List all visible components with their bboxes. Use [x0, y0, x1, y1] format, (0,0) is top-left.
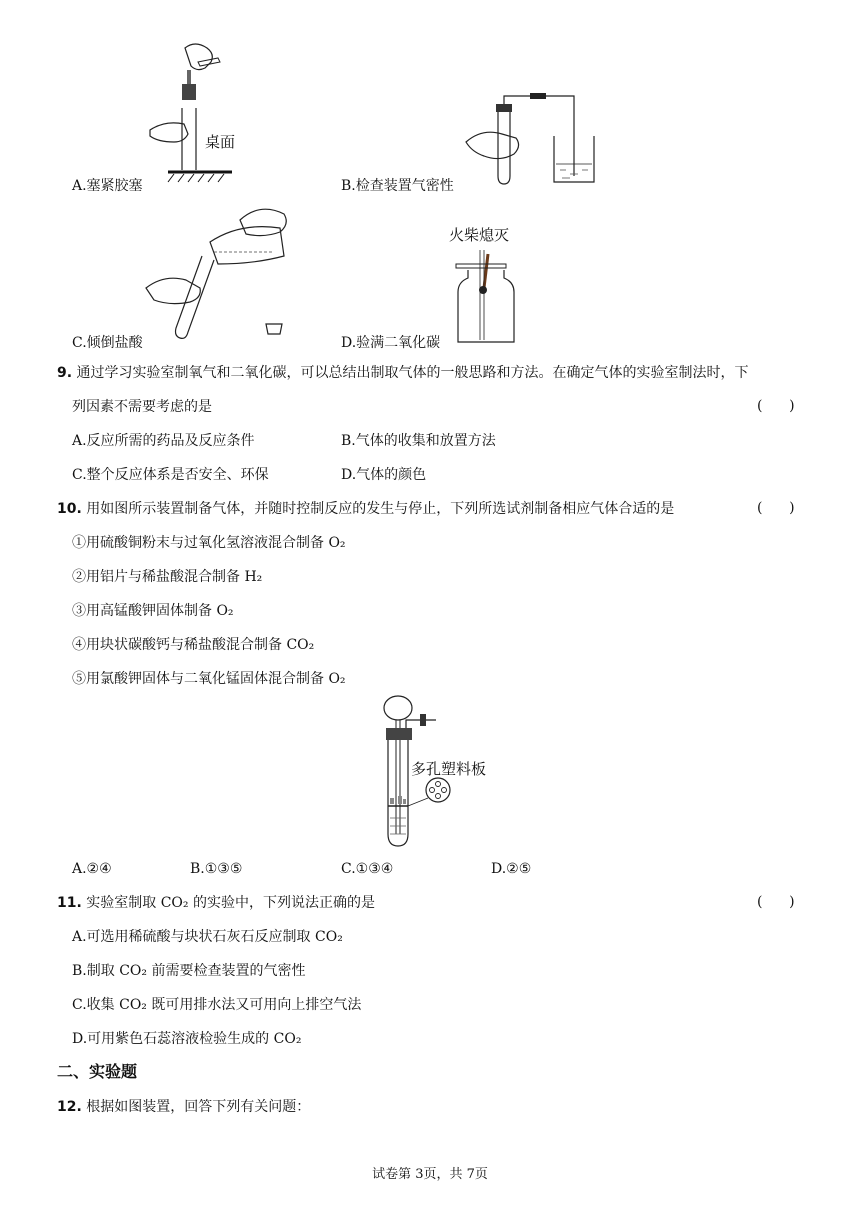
q10-answer-paren[interactable]: ( ): [757, 500, 795, 516]
q9-stem-line1: [57, 364, 749, 382]
q10-item-2: ②用铝片与稀盐酸混合制备 H₂: [72, 569, 263, 585]
q11-answer-paren[interactable]: ( ): [757, 894, 795, 910]
section-heading-experiment: 二、实验题: [57, 1062, 138, 1081]
q10-item-3: ③用高锰酸钾固体制备 O₂: [72, 603, 234, 619]
q10-option-c: C.①③④: [341, 861, 394, 877]
q9-stem-text: 通过学习实验室制氧气和二氧化碳，可以总结出制取气体的一般思路和方法。在确定气体的实验室制法时，下: [76, 365, 749, 381]
q10-option-b: B.①③⑤: [190, 861, 243, 877]
q8-option-b: B.检查装置气密性: [341, 178, 454, 194]
q12-number: 12.: [57, 1099, 82, 1115]
q8-option-c: C.倾倒盐酸: [72, 335, 143, 351]
q10-stem-text: 用如图所示装置制备气体，并随时控制反应的发生与停止，下列所选试剂制备相应气体合适的是: [86, 501, 675, 517]
q10-number: 10.: [57, 501, 82, 517]
figure-airtightness-check: [460, 88, 610, 188]
q10-item-4: ④用块状碳酸钙与稀盐酸混合制备 CO₂: [72, 637, 315, 653]
q11-stem-text: 实验室制取 CO₂ 的实验中，下列说法正确的是: [86, 895, 375, 911]
match-out-label: 火柴熄灭: [449, 226, 510, 244]
q8-option-a: A.塞紧胶塞: [72, 178, 143, 194]
q12-stem-text: 根据如图装置，回答下列有关问题：: [86, 1099, 311, 1115]
q11-number: 11.: [57, 895, 82, 911]
q11-stem: [57, 894, 375, 912]
q9-answer-paren[interactable]: ( ): [757, 398, 795, 414]
q10-option-d: D.②⑤: [491, 861, 532, 877]
q10-item-1: ①用硫酸铜粉末与过氧化氢溶液混合制备 O₂: [72, 535, 346, 551]
porous-plate-label: 多孔塑料板: [411, 760, 487, 778]
q11-option-a: A.可选用稀硫酸与块状石灰石反应制取 CO₂: [72, 929, 343, 945]
page-footer: 试卷第 3页，共 7页: [372, 1167, 488, 1182]
figure-pour-acid: [140, 206, 300, 344]
q9-option-c: C.整个反应体系是否安全、环保: [72, 467, 269, 483]
q10-option-a: A.②④: [72, 861, 112, 877]
q10-stem: [57, 500, 674, 518]
q11-option-c: C.收集 CO₂ 既可用排水法又可用向上排空气法: [72, 997, 362, 1013]
q9-option-a: A.反应所需的药品及反应条件: [72, 433, 255, 449]
q12-stem: [57, 1098, 310, 1116]
figure-co2-full-test: [450, 248, 530, 348]
q9-stem-line2: 列因素不需要考虑的是: [72, 399, 212, 415]
q10-item-5: ⑤用氯酸钾固体与二氧化锰固体混合制备 O₂: [72, 671, 346, 687]
q9-option-b: B.气体的收集和放置方法: [341, 433, 496, 449]
q9-number: 9.: [57, 365, 73, 381]
q8-option-d: D.验满二氧化碳: [341, 335, 441, 351]
q11-option-b: B.制取 CO₂ 前需要检查装置的气密性: [72, 963, 306, 979]
q9-option-d: D.气体的颜色: [341, 467, 427, 483]
desk-label: 桌面: [205, 133, 236, 151]
figure-insert-stopper: [140, 40, 250, 186]
q11-option-d: D.可用紫色石蕊溶液检验生成的 CO₂: [72, 1031, 302, 1047]
